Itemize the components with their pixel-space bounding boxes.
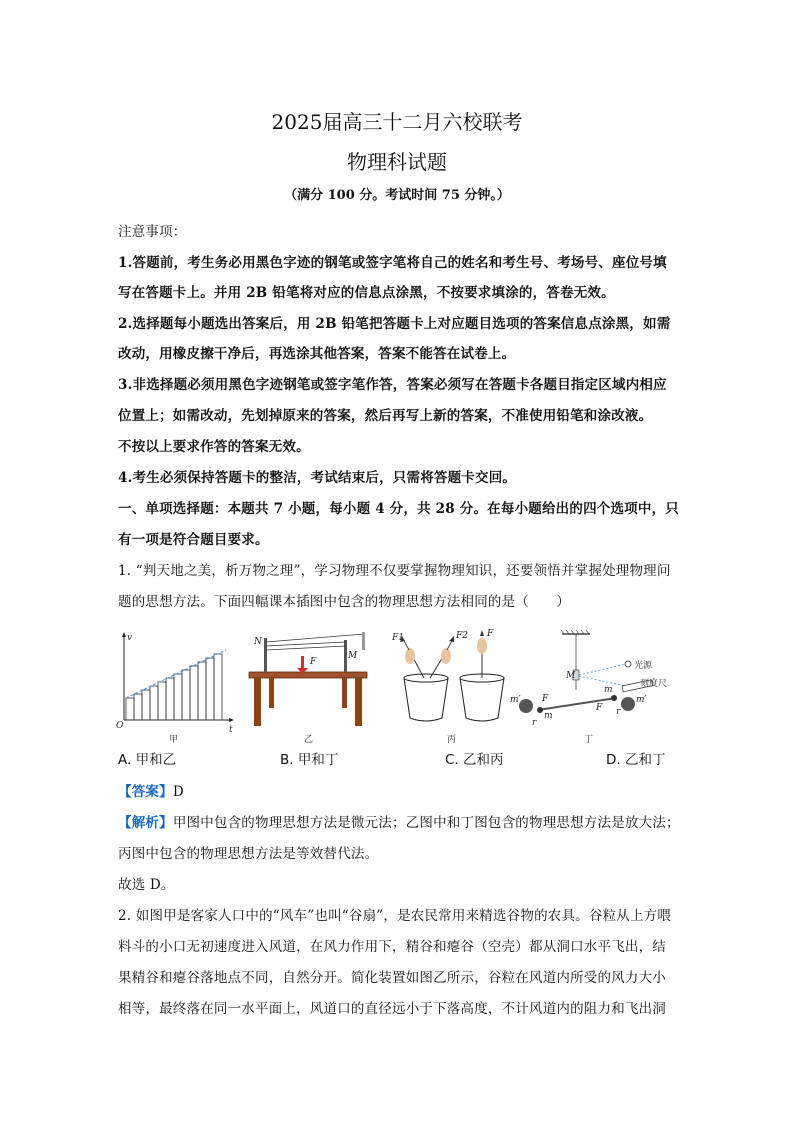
distance-r-label: r (532, 718, 537, 728)
figure-caption: 乙 (304, 735, 314, 744)
force-f2-label: F2 (456, 631, 468, 641)
notice-line: 不按以上要求作答的答案无效。 (118, 439, 310, 455)
notice-line: 3.非选择题必须用黑色字迹钢笔或签字笔作答，答案必须写在答题卡各题目指定区域内相应 (118, 377, 667, 393)
mass-m-prime-label: m′ (510, 695, 521, 705)
mirror-m-label: M (348, 651, 358, 661)
force-f-label: F (542, 694, 549, 704)
option-d: D. 乙和丁 (606, 752, 666, 768)
question-2-stem: 果精谷和瘪谷落地点不同，自然分开。简化装置如图乙所示，谷粒在风道内所受的风力大小 (118, 970, 666, 986)
figure-ding (510, 630, 667, 744)
notice-line: 4.考生必须保持答题卡的整洁，考试结束后，只需将答题卡交回。 (118, 470, 517, 486)
option-a: A. 甲和乙 (118, 752, 177, 768)
question-1-stem: 1. “判天地之美，析万物之理”，学习物理不仅要掌握物理知识，还要领悟并掌握处理物理问 (118, 563, 671, 579)
figure-bing (391, 629, 504, 744)
light-source-label: 光源 (634, 661, 653, 671)
notice-line: 1.答题前，考生务必用黑色字迹的钢笔或签字笔将自己的姓名和考生号、考场号、座位号填 (118, 255, 667, 271)
notice-line: 位置上；如需改动，先划掉原来的答案，然后再写上新的答案，不准使用铅笔和涂改液。 (118, 408, 653, 424)
question-1-figures (114, 628, 674, 744)
distance-r-label: r (616, 707, 621, 717)
force-f-label: F (596, 703, 603, 713)
option-b: B. 甲和丁 (280, 752, 339, 768)
question-2-stem: 料斗的小口无初速度进入风道，在风力作用下，精谷和瘪谷（空壳）都从洞口水平飞出，结 (118, 939, 666, 955)
notice-line: 2.选择题每小题选出答案后，用 2B 铅笔把答题卡上对应题目选项的答案信息点涂黑，如需 (118, 316, 671, 332)
analysis-text: 甲图中包含的物理思想方法是微元法；乙图中和丁图包含的物理思想方法是放大法； (172, 815, 680, 831)
notice-line: 改动，用橡皮擦干净后，再选涂其他答案，答案不能答在试卷上。 (118, 346, 516, 362)
figure-caption: 甲 (169, 735, 179, 744)
mass-m-label: m (544, 711, 553, 721)
t-axis-label: t (229, 725, 233, 735)
section-heading: 一、单项选择题：本题共 7 小题，每小题 4 分，共 28 分。在每小题给出的四个选项中，只 (118, 501, 679, 517)
analysis-line: 丙图中包含的物理思想方法是等效替代法。 (118, 846, 379, 862)
answer-line (118, 780, 184, 800)
figure-yi (249, 632, 367, 744)
figure-caption: 丁 (584, 735, 594, 744)
mirror-m-label: M (566, 671, 576, 681)
force-f-label: F (487, 629, 494, 639)
analysis-line (118, 811, 680, 831)
exam-title: 2025届高三十二月六校联考 (271, 110, 523, 134)
force-f1-label: F1 (392, 633, 404, 643)
question-1-stem: 题的思想方法。下面四幅课本插图中包含的物理思想方法相同的是（ ） (118, 594, 571, 610)
conclusion-line: 故选 D。 (118, 877, 175, 893)
analysis-tag: 【解析】 (118, 815, 173, 831)
mirror-n-label: N (254, 637, 262, 647)
answer-value: D (172, 784, 184, 800)
option-c: C. 乙和丙 (445, 752, 504, 768)
answer-tag: 【答案】 (118, 784, 173, 800)
question-2-stem: 2. 如图甲是客家人口中的“风车”也叫“谷扇”，是农民常用来精选谷物的农具。谷粒从上方喂 (118, 908, 672, 924)
figure-jia (116, 632, 234, 744)
exam-info: （满分 100 分。考试时间 75 分钟。） (284, 188, 510, 203)
notice-heading: 注意事项： (118, 224, 187, 240)
force-f-label: F (310, 657, 317, 667)
exam-subject: 物理科试题 (347, 150, 447, 174)
mass-m-prime-label: m′ (636, 695, 647, 705)
ruler-label: 刻度尺 (640, 679, 668, 689)
question-2-stem: 相等，最终落在同一水平面上，风道口的直径远小于下落高度，不计风道内的阻力和飞出洞 (118, 1001, 666, 1017)
figure-caption: 丙 (447, 735, 457, 744)
section-heading: 有一项是符合题目要求。 (118, 532, 269, 548)
v-axis-label: v (127, 633, 133, 643)
mass-m-label: m (604, 685, 613, 695)
origin-label: O (116, 721, 124, 731)
notice-line: 写在答题卡上。并用 2B 铅笔将对应的信息点涂黑，不按要求填涂的，答卷无效。 (118, 285, 615, 301)
